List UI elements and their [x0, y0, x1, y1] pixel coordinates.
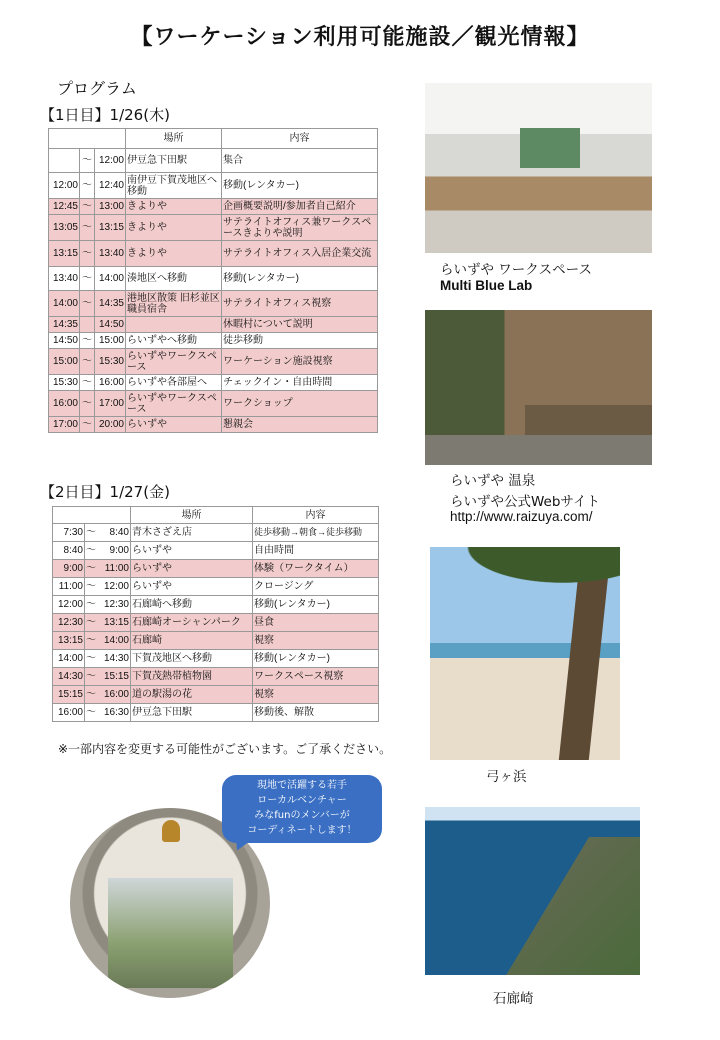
page-title: 【ワーケーション利用可能施設／観光情報】	[130, 25, 590, 50]
cell-end: 13:00	[95, 199, 126, 215]
cell-end	[85, 578, 131, 596]
cell-content: クロージング	[253, 578, 379, 596]
table-row	[49, 349, 378, 375]
header-place: 場所	[131, 507, 253, 524]
cell-start: 13:40	[49, 267, 80, 291]
bell-icon	[162, 820, 180, 842]
bubble-line: 現地で活躍する若手	[257, 780, 347, 791]
cell-end: 17:00	[95, 391, 126, 417]
day2-schedule-table	[52, 506, 379, 722]
cell-content: 視察	[253, 686, 379, 704]
table-row	[53, 650, 379, 668]
table-row	[49, 199, 378, 215]
cell-end: 20:00	[95, 417, 126, 433]
end-time: 12:00	[103, 581, 129, 592]
cell-content: ワーケーション施設視察	[222, 349, 378, 375]
cell-place	[126, 317, 222, 333]
workspace-caption: らいずや ワークスペース	[440, 262, 592, 278]
table-row	[53, 632, 379, 650]
table-row	[49, 241, 378, 267]
table-row	[49, 391, 378, 417]
cell-tilde: ～	[80, 267, 95, 291]
cell-place: 青木さざえ店	[131, 524, 253, 542]
cell-content: 移動(レンタカー)	[253, 650, 379, 668]
table-row	[49, 149, 378, 173]
cell-tilde	[80, 317, 95, 333]
cell-end	[85, 560, 131, 578]
cell-end	[85, 524, 131, 542]
cell-place: らいずやワークスペース	[126, 349, 222, 375]
cell-start	[53, 704, 85, 722]
start-time: 14:00	[57, 653, 83, 664]
workspace-caption-sub: Multi Blue Lab	[440, 278, 533, 293]
cell-start: 14:35	[49, 317, 80, 333]
end-time: 12:30	[103, 599, 129, 610]
cell-place: きよりや	[126, 241, 222, 267]
start-time: 15:15	[57, 689, 83, 700]
bubble-line: コーディネートします！	[247, 825, 357, 836]
irozaki-photo	[425, 807, 640, 975]
program-heading: プログラム	[57, 79, 137, 98]
cell-start: 13:15	[49, 241, 80, 267]
cell-place: 伊豆急下田駅	[131, 704, 253, 722]
cell-place: 石廊崎へ移動	[131, 596, 253, 614]
cell-content: 移動(レンタカー)	[222, 267, 378, 291]
cell-tilde: ～	[80, 173, 95, 199]
cell-start: 14:50	[49, 333, 80, 349]
cell-content: 集合	[222, 149, 378, 173]
cell-start: 12:00	[49, 173, 80, 199]
table-row	[49, 173, 378, 199]
cell-content: 移動(レンタカー)	[222, 173, 378, 199]
cell-start	[53, 560, 85, 578]
cell-tilde: ～	[80, 333, 95, 349]
cell-content: 移動後、解散	[253, 704, 379, 722]
cell-place: らいずや	[126, 417, 222, 433]
cell-start	[53, 650, 85, 668]
table-row	[53, 524, 379, 542]
cell-content: チェックイン・自由時間	[222, 375, 378, 391]
table-row	[53, 686, 379, 704]
day1-schedule-table	[48, 128, 378, 433]
cell-end: 16:00	[95, 375, 126, 391]
cell-content: 徒歩移動	[222, 333, 378, 349]
start-time: 11:00	[58, 581, 83, 592]
tilde: ～	[86, 689, 96, 700]
cell-start	[53, 686, 85, 704]
cell-content: サテライトオフィス入居企業交流	[222, 241, 378, 267]
table-row	[49, 317, 378, 333]
table-row	[53, 578, 379, 596]
end-time: 15:15	[103, 671, 129, 682]
cell-content: 徒歩移動→朝食→徒歩移動	[253, 524, 379, 542]
tilde: ～	[86, 617, 96, 628]
cell-content: ワークスペース視察	[253, 668, 379, 686]
cell-place: らいずや	[131, 560, 253, 578]
cell-end	[85, 704, 131, 722]
table-row	[49, 333, 378, 349]
cell-tilde: ～	[80, 417, 95, 433]
table-row	[53, 704, 379, 722]
day2-label: 【2日目】1/27(金)	[40, 483, 170, 501]
table-row	[49, 267, 378, 291]
onsen-caption: らいずや 温泉	[450, 473, 536, 489]
cell-start: 14:00	[49, 291, 80, 317]
cell-tilde: ～	[80, 391, 95, 417]
cell-place: 下賀茂熱帯植物園	[131, 668, 253, 686]
cell-start	[53, 578, 85, 596]
cell-end: 14:00	[95, 267, 126, 291]
cell-start	[53, 542, 85, 560]
tilde: ～	[86, 545, 96, 556]
cell-place: らいずや	[131, 578, 253, 596]
tilde: ～	[86, 527, 96, 538]
end-time: 11:00	[104, 563, 129, 574]
cell-content: 視察	[253, 632, 379, 650]
cell-start: 12:45	[49, 199, 80, 215]
cell-end: 14:50	[95, 317, 126, 333]
cell-place: 湊地区へ移動	[126, 267, 222, 291]
cell-end	[85, 542, 131, 560]
cell-place: 港地区散策 旧杉並区職員宿舎	[127, 292, 220, 315]
tilde: ～	[86, 599, 96, 610]
cell-content: 懇親会	[222, 417, 378, 433]
cell-place: 石廊崎オーシャンパーク	[131, 614, 253, 632]
cell-end: 15:30	[95, 349, 126, 375]
cell-start: 15:30	[49, 375, 80, 391]
cell-start: 13:05	[49, 215, 80, 241]
start-time: 14:30	[57, 671, 83, 682]
cell-place: 石廊崎	[131, 632, 253, 650]
window	[520, 128, 580, 168]
start-time: 12:30	[57, 617, 83, 628]
cell-tilde: ～	[80, 349, 95, 375]
cell-start: 16:00	[49, 391, 80, 417]
cell-place: 伊豆急下田駅	[126, 149, 222, 173]
start-time: 16:00	[57, 707, 83, 718]
cell-place: らいずや	[131, 542, 253, 560]
start-time: 7:30	[63, 527, 83, 538]
cell-end	[85, 686, 131, 704]
table-row	[49, 215, 378, 241]
cell-content: 体験（ワークタイム）	[253, 560, 379, 578]
end-time: 14:30	[103, 653, 129, 664]
palm-leaves	[430, 547, 620, 597]
cell-end: 12:00	[95, 149, 126, 173]
tilde: ～	[86, 707, 96, 718]
cell-end: 13:40	[95, 241, 126, 267]
end-time: 13:15	[103, 617, 129, 628]
table-row	[53, 668, 379, 686]
table-row	[49, 291, 378, 317]
end-time: 8:40	[109, 527, 129, 538]
website-link[interactable]: http://www.raizuya.com/	[450, 509, 593, 524]
header-content: 内容	[222, 129, 378, 149]
cell-start: 15:00	[49, 349, 80, 375]
irozaki-caption: 石廊崎	[493, 991, 534, 1007]
cell-end: 15:00	[95, 333, 126, 349]
cell-tilde: ～	[80, 199, 95, 215]
day1-label: 【1日目】1/26(木)	[40, 106, 170, 124]
team-members-image	[108, 878, 233, 988]
yumigahama-photo	[430, 547, 620, 760]
cell-place: らいずやワークスペース	[126, 391, 222, 417]
table-row	[53, 542, 379, 560]
tilde: ～	[86, 563, 96, 574]
start-time: 8:40	[63, 545, 83, 556]
cell-start	[53, 632, 85, 650]
cell-content: 休暇村について説明	[222, 317, 378, 333]
cell-content: ワークショップ	[222, 391, 378, 417]
header-place: 場所	[126, 129, 222, 149]
cell-end	[85, 650, 131, 668]
note: ※一部内容を変更する可能性がございます。ご了承ください。	[58, 742, 392, 756]
cell-place: きよりや	[126, 215, 222, 241]
workspace-photo	[425, 83, 652, 253]
cell-place: らいずやへ移動	[126, 333, 222, 349]
tilde: ～	[86, 635, 96, 646]
cell-start	[49, 149, 80, 173]
cell-end	[85, 614, 131, 632]
table-row	[53, 596, 379, 614]
cell-place: きよりや	[126, 199, 222, 215]
tilde: ～	[86, 653, 96, 664]
cell-start	[53, 668, 85, 686]
table-row	[53, 560, 379, 578]
end-time: 14:00	[103, 635, 129, 646]
cell-content: 移動(レンタカー)	[253, 596, 379, 614]
cell-end	[85, 668, 131, 686]
cell-end: 12:40	[95, 173, 126, 199]
cell-tilde: ～	[80, 215, 95, 241]
header-content: 内容	[253, 507, 379, 524]
cell-content: 企画概要説明/参加者自己紹介	[222, 199, 378, 215]
cell-content: サテライトオフィス兼ワークスペースきよりや説明	[222, 215, 378, 241]
tilde: ～	[86, 581, 96, 592]
end-time: 9:00	[109, 545, 129, 556]
cell-start	[53, 614, 85, 632]
cell-content: 自由時間	[253, 542, 379, 560]
start-time: 9:00	[63, 563, 83, 574]
cell-end: 13:15	[95, 215, 126, 241]
end-time: 16:00	[103, 689, 129, 700]
cell-tilde: ～	[80, 375, 95, 391]
cliff	[505, 837, 640, 975]
table-row	[53, 614, 379, 632]
bubble-line: みなfunのメンバーが	[254, 810, 350, 821]
start-time: 13:15	[57, 635, 83, 646]
cell-end	[85, 632, 131, 650]
website-caption: らいずや公式Webサイト	[450, 494, 600, 510]
bubble-line: ローカルベンチャー	[257, 795, 347, 806]
cell-place: 道の駅湯の花	[131, 686, 253, 704]
cell-end: 14:35	[95, 291, 126, 317]
table-row	[49, 417, 378, 433]
floor	[425, 435, 652, 465]
cell-end	[85, 596, 131, 614]
cell-content: サテライトオフィス視察	[222, 291, 378, 317]
tilde: ～	[86, 671, 96, 682]
yumigahama-caption: 弓ヶ浜	[486, 769, 527, 785]
cell-start: 17:00	[49, 417, 80, 433]
end-time: 16:30	[103, 707, 129, 718]
cell-tilde: ～	[80, 149, 95, 173]
cell-place: 南伊豆下賀茂地区へ移動	[126, 173, 222, 199]
cell-start	[53, 596, 85, 614]
cell-start	[53, 524, 85, 542]
speech-bubble	[222, 775, 382, 843]
cell-place: 下賀茂地区へ移動	[131, 650, 253, 668]
start-time: 12:00	[57, 599, 83, 610]
cell-tilde: ～	[80, 291, 95, 317]
cell-place: らいずや各部屋へ	[126, 375, 222, 391]
table-row	[49, 375, 378, 391]
cell-tilde: ～	[80, 241, 95, 267]
onsen-photo	[425, 310, 652, 465]
cell-content: 昼食	[253, 614, 379, 632]
